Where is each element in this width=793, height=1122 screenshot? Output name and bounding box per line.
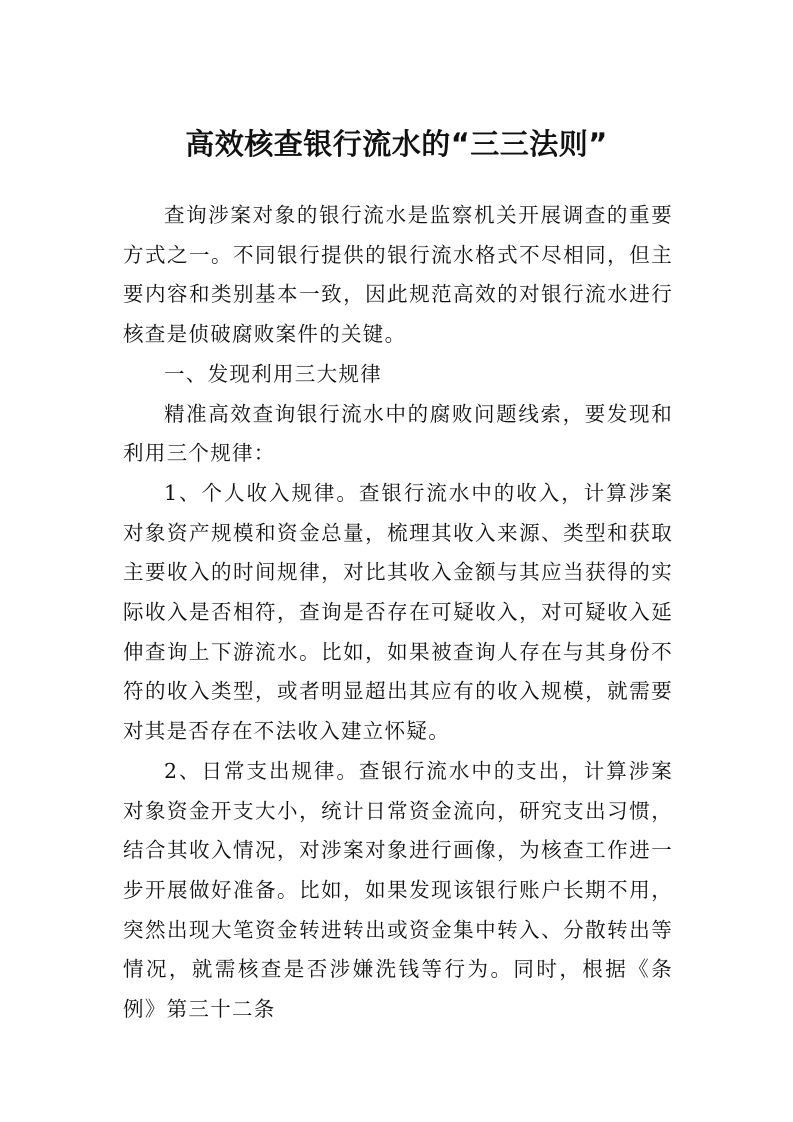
document-body [123,196,673,1030]
paragraph-section1-intro: 精准高效查询银行流水中的腐败问题线索，要发现和利用三个规律： [123,401,673,466]
document-title: 高效核查银行流水的“三三法则” [185,127,608,161]
section-heading-1: 一、发现利用三大规律 [164,361,382,386]
paragraph-rule-1: 1、个人收入规律。查银行流水中的收入，计算涉案对象资产规模和资金总量，梳理其收入来源、类型和获取主要收入的时间规律，对比其收入金额与其应当获得的实际收入是否相符，查询是否存在可疑收入，对可疑收入延伸查询上下游流水。比如，如果被查询人存在与其身份不符的收入类型，或者明显超出其应有的收入规模，就需要对其是否存在不法收入建立怀疑。 [123,480,673,744]
paragraph-rule-2: 2、日常支出规律。查银行流水中的支出，计算涉案对象资金开支大小，统计日常资金流向，研究支出习惯，结合其收入情况，对涉案对象进行画像，为核查工作进一步开展做好准备。比如，如果发现该银行账户长期不用，突然出现大笔资金转进转出或资金集中转入、分散转出等情况，就需核查是否涉嫌洗钱等行为。同时，根据《条例》第三十二条 [123,758,673,1022]
paragraph-intro: 查询涉案对象的银行流水是监察机关开展调查的重要方式之一。不同银行提供的银行流水格式不尽相同，但主要内容和类别基本一致，因此规范高效的对银行流水进行核查是侦破腐败案件的关键。 [123,203,673,347]
